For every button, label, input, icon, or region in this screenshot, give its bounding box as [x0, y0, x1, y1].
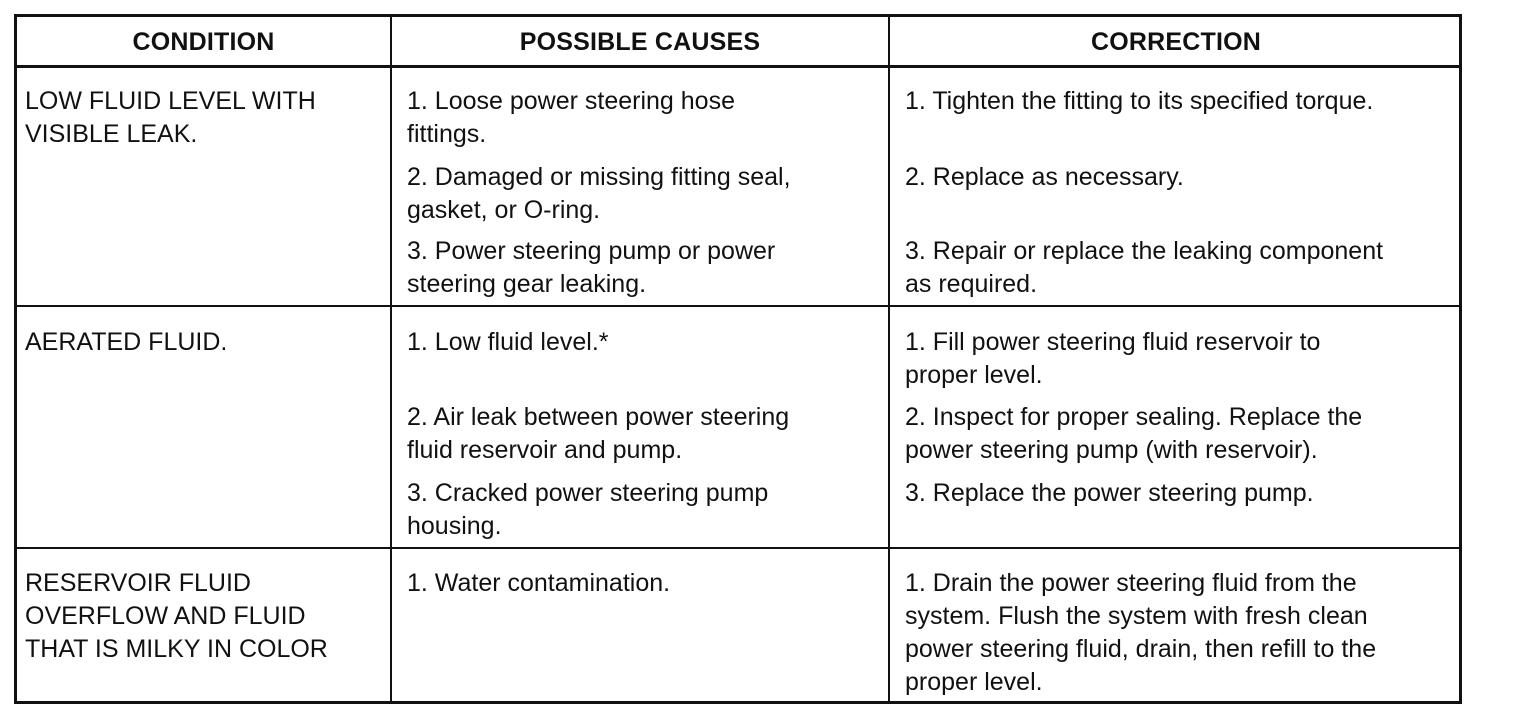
row2-cause-3: 3. Cracked power steering pump housing.: [407, 479, 769, 540]
row1-cause-1: 1. Loose power steering hose fittings.: [407, 87, 735, 148]
header-condition: CONDITION: [132, 27, 275, 56]
row1-correction-2: 2. Replace as necessary.: [905, 163, 1184, 191]
row2-condition: AERATED FLUID.: [25, 328, 228, 356]
row2-cause-2: 2. Air leak between power steering fluid reservoir and pump.: [407, 403, 790, 464]
row2-cause-1: 1. Low fluid level.*: [407, 328, 609, 356]
row1-condition: LOW FLUID LEVEL WITH VISIBLE LEAK.: [25, 87, 316, 148]
column-divider-1: [390, 17, 392, 701]
row1-correction-1: 1. Tighten the fitting to its specified torque.: [905, 87, 1374, 115]
header-correction: CORRECTION: [1090, 27, 1262, 56]
row3-correction-1: 1. Drain the power steering fluid from the system. Flush the system with fresh clean power steering fluid, drain, then refill to the proper level.: [905, 569, 1377, 696]
row1-cause-2: 2. Damaged or missing fitting seal, gasket, or O-ring.: [407, 163, 791, 224]
row2-correction-2: 2. Inspect for proper sealing. Replace the power steering pump (with reservoir).: [905, 403, 1363, 464]
row-divider-1: [17, 305, 1459, 307]
row3-condition: RESERVOIR FLUID OVERFLOW AND FLUID THAT IS MILKY IN COLOR: [25, 569, 328, 663]
column-divider-2: [888, 17, 890, 701]
row2-correction-3: 3. Replace the power steering pump.: [905, 479, 1314, 507]
row1-correction-3: 3. Repair or replace the leaking component as required.: [905, 237, 1384, 298]
row3-cause-1: 1. Water contamination.: [407, 569, 671, 597]
row2-correction-1: 1. Fill power steering fluid reservoir to proper level.: [905, 328, 1321, 389]
row-divider-2: [17, 547, 1459, 549]
troubleshooting-table: [14, 14, 1462, 704]
header-possible-causes: POSSIBLE CAUSES: [519, 27, 761, 56]
row1-cause-3: 3. Power steering pump or power steering gear leaking.: [407, 237, 776, 298]
